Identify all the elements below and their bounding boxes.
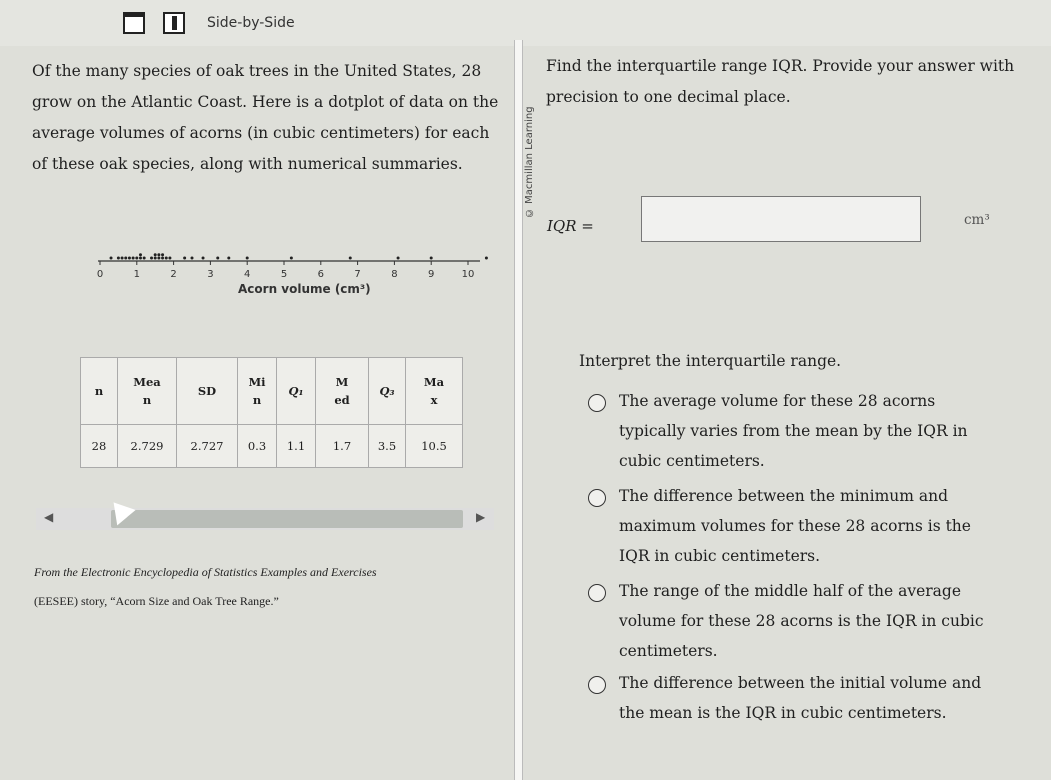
iqr-answer-input[interactable] [641, 196, 921, 242]
dotplot-point [157, 257, 160, 260]
x-tick-label: 7 [354, 269, 361, 280]
radio-option-2[interactable] [588, 489, 606, 507]
option-3-text: The range of the middle half of the average volume for these 28 acorns is the IQR in cubic centimeters. [619, 582, 984, 660]
dotplot-point [349, 257, 352, 260]
value-n: 28 [81, 425, 118, 468]
header-q3: Q₃ [369, 358, 406, 425]
copyright-credit: © Macmillan Learning [524, 106, 535, 218]
radio-option-4[interactable] [588, 676, 606, 694]
header-sd: SD [177, 358, 238, 425]
dotplot-point [183, 257, 186, 260]
dotplot-point [202, 257, 205, 260]
problem-intro: Of the many species of oak trees in the United States, 28 grow on the Atlantic Coast. Here is a dotplot of data on the average volumes of acorns (in cubic centimeters) for each of these oak species, along with numerical summaries. [32, 62, 499, 173]
option-4-text: The difference between the initial volume and the mean is the IQR in cubic centimeters. [619, 674, 982, 722]
x-tick-label: 6 [317, 269, 324, 280]
view-mode-label: Side-by-Side [207, 15, 295, 31]
x-tick-label: 0 [96, 269, 104, 280]
scroll-left-icon[interactable]: ◀ [44, 510, 54, 524]
x-tick-label: 4 [244, 269, 251, 280]
value-sd: 2.727 [177, 425, 238, 468]
dotplot-point [124, 257, 127, 260]
dotplot-point [121, 257, 124, 260]
dotplot-point [110, 257, 113, 260]
iqr-label: IQR = [547, 217, 594, 235]
scroll-thumb[interactable] [111, 510, 463, 528]
value-mean: 2.729 [118, 425, 177, 468]
dotplot-point [290, 257, 293, 260]
value-min: 0.3 [238, 425, 277, 468]
dotplot-point [485, 257, 488, 260]
dotplot-point [168, 257, 171, 260]
option-2-text: The difference between the minimum and maximum volumes for these 28 acorns is the IQR in cubic centimeters. [619, 487, 971, 565]
x-tick-label: 5 [280, 269, 288, 280]
dotplot-point [117, 257, 120, 260]
dotplot [90, 228, 490, 288]
iqr-unit: cm³ [964, 212, 990, 228]
side-by-side-icon[interactable] [163, 12, 185, 34]
x-tick-label: 8 [391, 269, 398, 280]
value-q3: 3.5 [369, 425, 406, 468]
x-tick-label: 1 [133, 269, 140, 280]
dotplot-point [143, 257, 146, 260]
summary-table [80, 357, 463, 468]
value-max: 10.5 [406, 425, 463, 468]
option-1-text: The average volume for these 28 acorns typically varies from the mean by the IQR in cubic centimeters. [619, 392, 968, 470]
dotplot-point [191, 257, 194, 260]
radio-option-3[interactable] [588, 584, 606, 602]
dotplot-point [132, 257, 135, 260]
x-tick-label: 10 [461, 269, 475, 280]
option-2[interactable] [588, 481, 1008, 571]
dotplot-point [157, 253, 160, 256]
interpret-prompt: Interpret the interquartile range. [579, 352, 842, 370]
single-view-icon[interactable] [123, 12, 145, 34]
dotplot-point [227, 257, 230, 260]
dotplot-point [161, 253, 164, 256]
pane-divider[interactable] [514, 40, 523, 780]
x-tick-label: 9 [428, 269, 435, 280]
option-1[interactable] [588, 386, 1008, 476]
header-min: Mi n [238, 358, 277, 425]
dotplot-point [397, 257, 400, 260]
dotplot-point [150, 257, 153, 260]
header-mean: Mea n [118, 358, 177, 425]
value-median: 1.7 [316, 425, 369, 468]
dotplot-point [165, 257, 168, 260]
dotplot-point [128, 257, 131, 260]
header-max: Ma x [406, 358, 463, 425]
dotplot-point [430, 257, 433, 260]
radio-option-1[interactable] [588, 394, 606, 412]
dotplot-point [139, 253, 142, 256]
source-citation-title: From the Electronic Encyclopedia of Statistics Examples and Exercises [34, 565, 377, 579]
x-tick-label: 2 [170, 269, 177, 280]
dotplot-point [154, 257, 157, 260]
dotplot-point [139, 257, 142, 260]
header-median: M ed [316, 358, 369, 425]
question-prompt: Find the interquartile range IQR. Provide your answer with precision to one decimal place. [546, 57, 1015, 106]
option-4[interactable] [588, 668, 1008, 728]
dotplot-point [154, 253, 157, 256]
dotplot-point [135, 257, 138, 260]
top-toolbar [0, 0, 1051, 46]
option-3[interactable] [588, 576, 1008, 666]
x-axis-title: Acorn volume (cm³) [238, 282, 371, 296]
x-tick-label: 3 [207, 269, 214, 280]
dotplot-point [216, 257, 219, 260]
scroll-right-icon[interactable]: ▶ [476, 510, 486, 524]
dotplot-point [161, 257, 164, 260]
value-q1: 1.1 [277, 425, 316, 468]
source-citation-story: (EESEE) story, “Acorn Size and Oak Tree Range.” [34, 594, 279, 608]
dotplot-point [246, 257, 249, 260]
header-q1: Q₁ [277, 358, 316, 425]
header-n: n [81, 358, 118, 425]
